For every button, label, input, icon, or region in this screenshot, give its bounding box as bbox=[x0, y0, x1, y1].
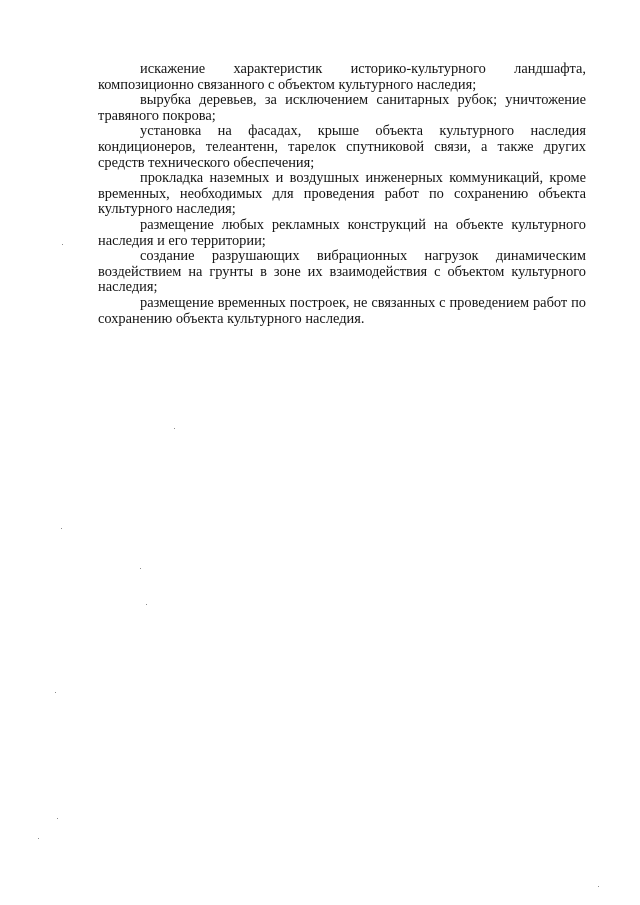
restriction-paragraph-2: вырубка деревьев, за исключением санитарных рубок; уничтожение травяного покрова; bbox=[98, 92, 586, 124]
scan-speck bbox=[55, 692, 56, 693]
restriction-paragraph-1: искажение характеристик историко-культурного ландшафта, композиционно связанного с объектом культурного наследия; bbox=[98, 61, 586, 93]
restriction-paragraph-7: размещение временных построек, не связанных с проведением работ по сохранению объекта культурного наследия. bbox=[98, 294, 586, 327]
restriction-paragraph-5: размещение любых рекламных конструкций на объекте культурного наследия и его территории; bbox=[98, 216, 586, 249]
restriction-paragraph-6: создание разрушающих вибрационных нагрузок динамическим воздействием на грунты в зоне их взаимодействия с объектом культурного наследия; bbox=[98, 248, 586, 296]
scan-speck bbox=[57, 818, 58, 819]
scan-speck bbox=[598, 886, 599, 887]
scan-speck bbox=[140, 568, 141, 569]
document-body bbox=[98, 62, 586, 327]
scan-speck bbox=[62, 244, 63, 245]
restriction-paragraph-4: прокладка наземных и воздушных инженерных коммуникаций, кроме временных, необходимых для проведения работ по сохранению объекта культурного наследия; bbox=[98, 170, 586, 218]
scan-speck bbox=[146, 604, 147, 605]
scan-speck bbox=[38, 838, 39, 839]
restriction-paragraph-3: установка на фасадах, крыше объекта культурного наследия кондиционеров, телеантенн, тарелок спутниковой связи, а также других средств технического обеспечения; bbox=[98, 123, 586, 171]
scan-speck bbox=[61, 528, 62, 529]
scan-speck bbox=[174, 428, 175, 429]
